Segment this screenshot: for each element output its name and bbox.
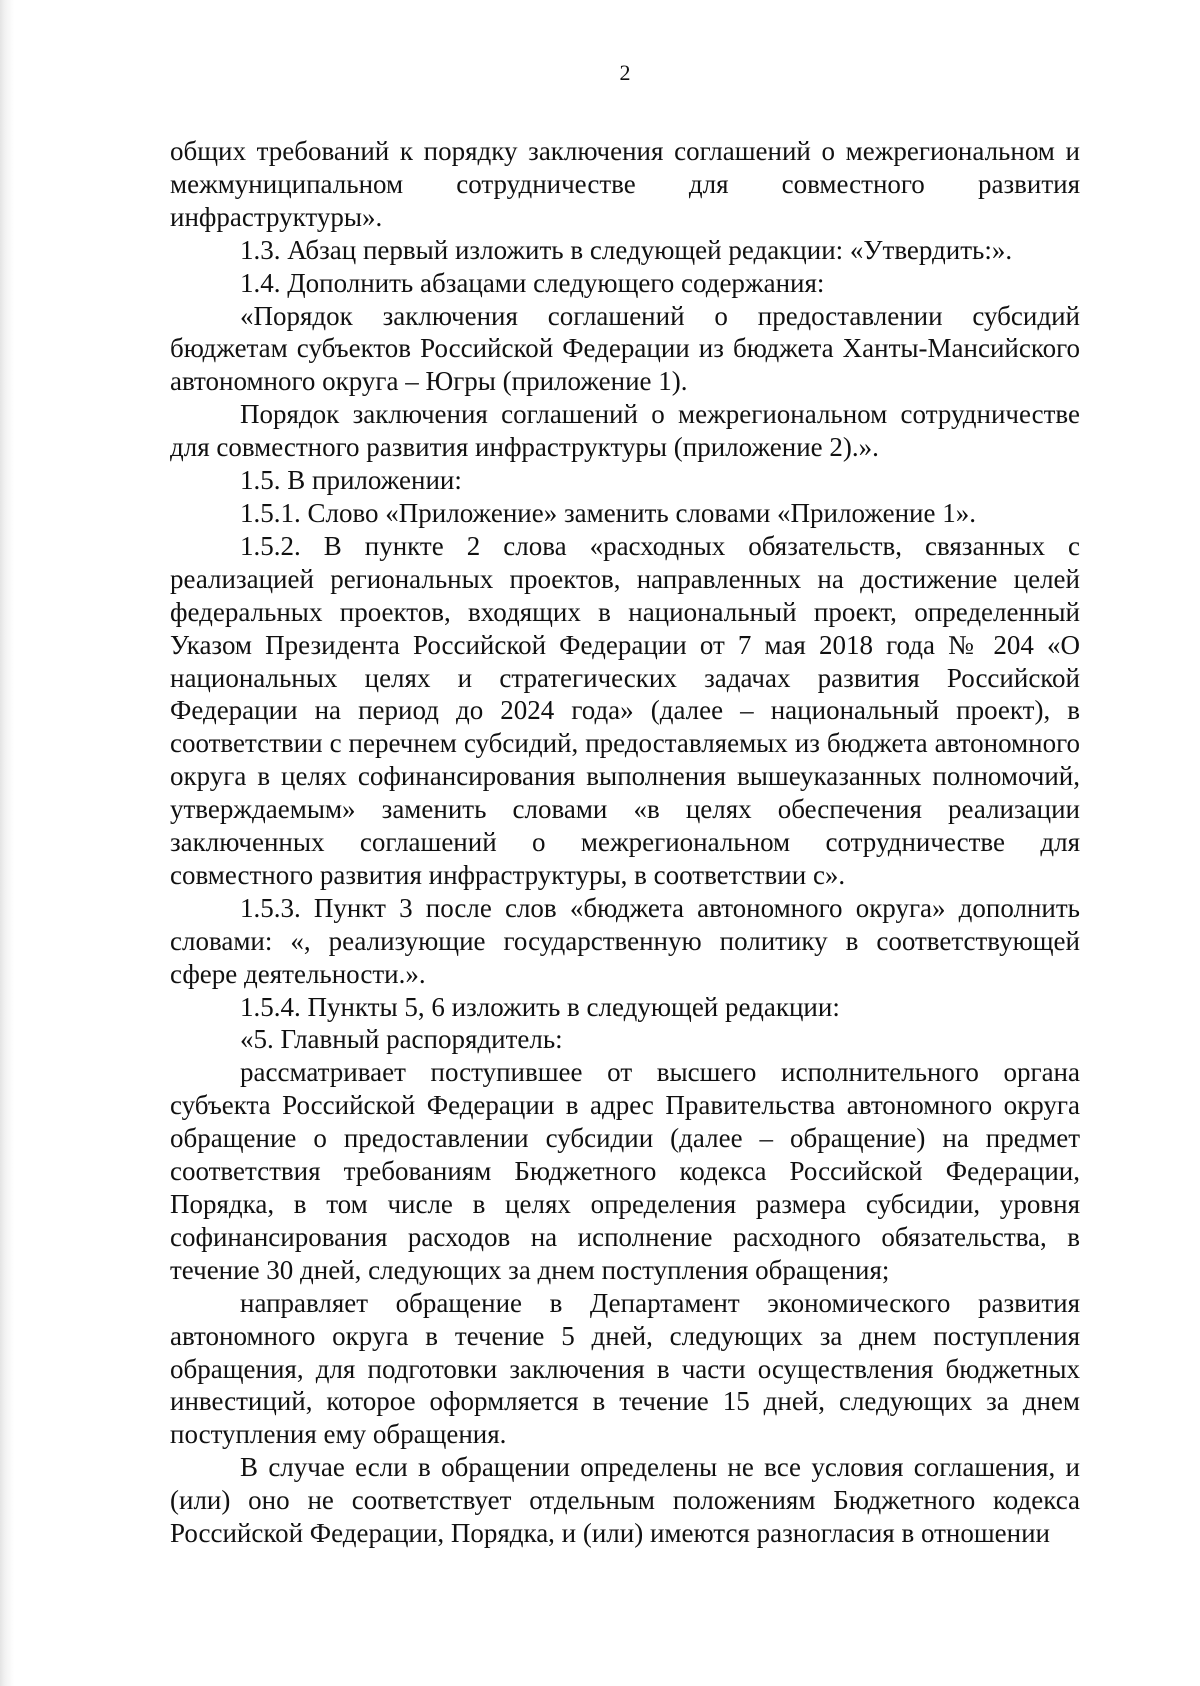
paragraph-quote-order-subsidies: «Порядок заключения соглашений о предоставлении субсидий бюджетам субъектов Российской Федерации из бюджета Ханты-Мансийского автономного округа – Югры (приложение 1). [170, 300, 1080, 397]
paragraph-reviews-request: рассматривает поступившее от высшего исполнительного органа субъекта Российской Федерации в адрес Правительства автономного округа обращение о предоставлении субсидии (далее – обращение) на предмет соответствия требованиям Бюджетного кодекса Российской Федерации, Порядка, в том числе в целях определения размера субсидии, уровня софинансирования расходов на исполнение расходного обязательства, в течение 30 дней, следующих за днем поступления обращения; [170, 1057, 1080, 1285]
paragraph-1-5-1: 1.5.1. Слово «Приложение» заменить словами «Приложение 1». [240, 497, 976, 528]
page-number: 2 [619, 60, 631, 85]
paragraph-1-4: 1.4. Дополнить абзацами следующего содержания: [240, 267, 825, 298]
scan-edge-shadow [0, 0, 14, 1686]
paragraph-1-5: 1.5. В приложении: [240, 465, 462, 496]
paragraph-item-5: «5. Главный распорядитель: [240, 1024, 563, 1055]
paragraph-in-case: В случае если в обращении определены не все условия соглашения, и (или) оно не соответствует отдельным положениям Бюджетного кодекса Российской Федерации, Порядка, и (или) имеются разногласия в отношении [170, 1452, 1080, 1549]
paragraph-order-cooperation: Порядок заключения соглашений о межрегиональном сотрудничестве для совместного развития инфраструктуры (приложение 2).». [170, 399, 1080, 463]
paragraph-1-5-3: 1.5.3. Пункт 3 после слов «бюджета автономного округа» дополнить словами: «, реализующие государственную политику в соответствующей сфере деятельности.». [170, 892, 1080, 989]
paragraph-1-5-4: 1.5.4. Пункты 5, 6 изложить в следующей редакции: [240, 991, 840, 1022]
paragraph-1-3: 1.3. Абзац первый изложить в следующей редакции: «Утвердить:». [240, 234, 1013, 265]
paragraph-continuation: общих требований к порядку заключения соглашений о межрегиональном и межмуниципальном сотрудничестве для совместного развития инфраструктуры». [170, 136, 1080, 232]
paragraph-forwards-request: направляет обращение в Департамент экономического развития автономного округа в течение 5 дней, следующих за днем поступления обращения, для подготовки заключения в части осуществления бюджетных инвестиций, которое оформляется в течение 15 дней, следующих за днем поступления ему обращения. [170, 1287, 1080, 1450]
document-body [170, 135, 1080, 1550]
paragraph-1-5-2: 1.5.2. В пункте 2 слова «расходных обязательств, связанных с реализацией региональных проектов, направленных на достижение целей федеральных проектов, входящих в национальный проект, определенный Указом Президента Российской Федерации от 7 мая 2018 года № 204 «О национальных целях и стратегических задачах развития Российской Федерации на период до 2024 года» (далее – национальный проект), в соответствии с перечнем субсидий, предоставляемых из бюджета автономного округа в целях софинансирования выполнения вышеуказанных полномочий, утверждаемым» заменить словами «в целях обеспечения реализации заключенных соглашений о межрегиональном сотрудничестве для совместного развития инфраструктуры, в соответствии с». [170, 530, 1080, 890]
